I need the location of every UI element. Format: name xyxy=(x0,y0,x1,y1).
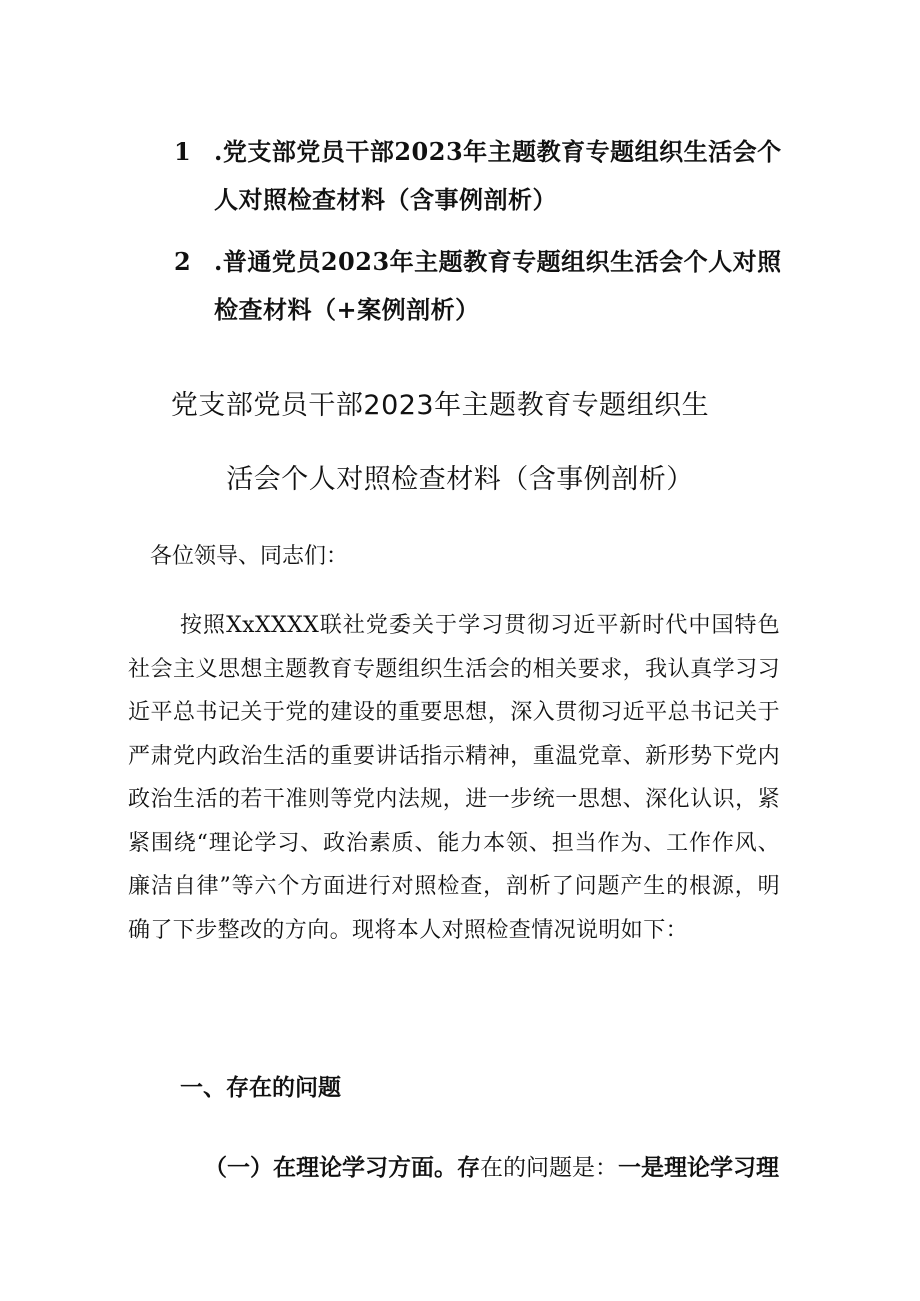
table-of-contents xyxy=(174,128,789,348)
document-title-line-2: 活会个人对照检查材料（含事例剖析） xyxy=(226,464,694,495)
subsection-label: （一）在理论学习方面。存 xyxy=(204,1154,480,1181)
toc-item-text: .普通党员2023年主题教育专题组织生活会个人对照检查材料（+案例剖析） xyxy=(214,247,782,324)
intro-paragraph: 按照XxXXXX联社党委关于学习贯彻习近平新时代中国特色社会主义思想主题教育专题组织生活会的相关要求，我认真学习习近平总书记关于党的建设的重要思想，深入贯彻习近平总书记关于严肃党内政治生活的重要讲话指示精神，重温党章、新形势下党内政治生活的若干准则等党内法规，进一步统一思想、深化认识，紧紧围绕“理论学习、政治素质、能力本领、担当作为、工作作风、廉洁自律”等六个方面进行对照检查，剖析了问题产生的根源，明确了下步整改的方向。现将本人对照检查情况说明如下： xyxy=(128,613,780,943)
toc-item-number: 2 xyxy=(174,247,192,276)
subsection-paragraph xyxy=(204,1148,784,1188)
section-heading: 一、存在的问题 xyxy=(180,1074,341,1101)
document-title-line-1: 党支部党员干部2023年主题教育专题组织生 xyxy=(170,390,710,421)
toc-item xyxy=(174,238,789,334)
toc-item-text: .党支部党员干部2023年主题教育专题组织生活会个人对照检查材料（含事例剖析） xyxy=(214,137,782,214)
toc-item xyxy=(174,128,789,224)
subsection-text: 在的问题是： xyxy=(480,1155,618,1181)
subsection-tail: 一是理论学习理 xyxy=(618,1154,779,1181)
toc-item-number: 1 xyxy=(174,137,192,166)
salutation: 各位领导、同志们： xyxy=(150,544,349,569)
